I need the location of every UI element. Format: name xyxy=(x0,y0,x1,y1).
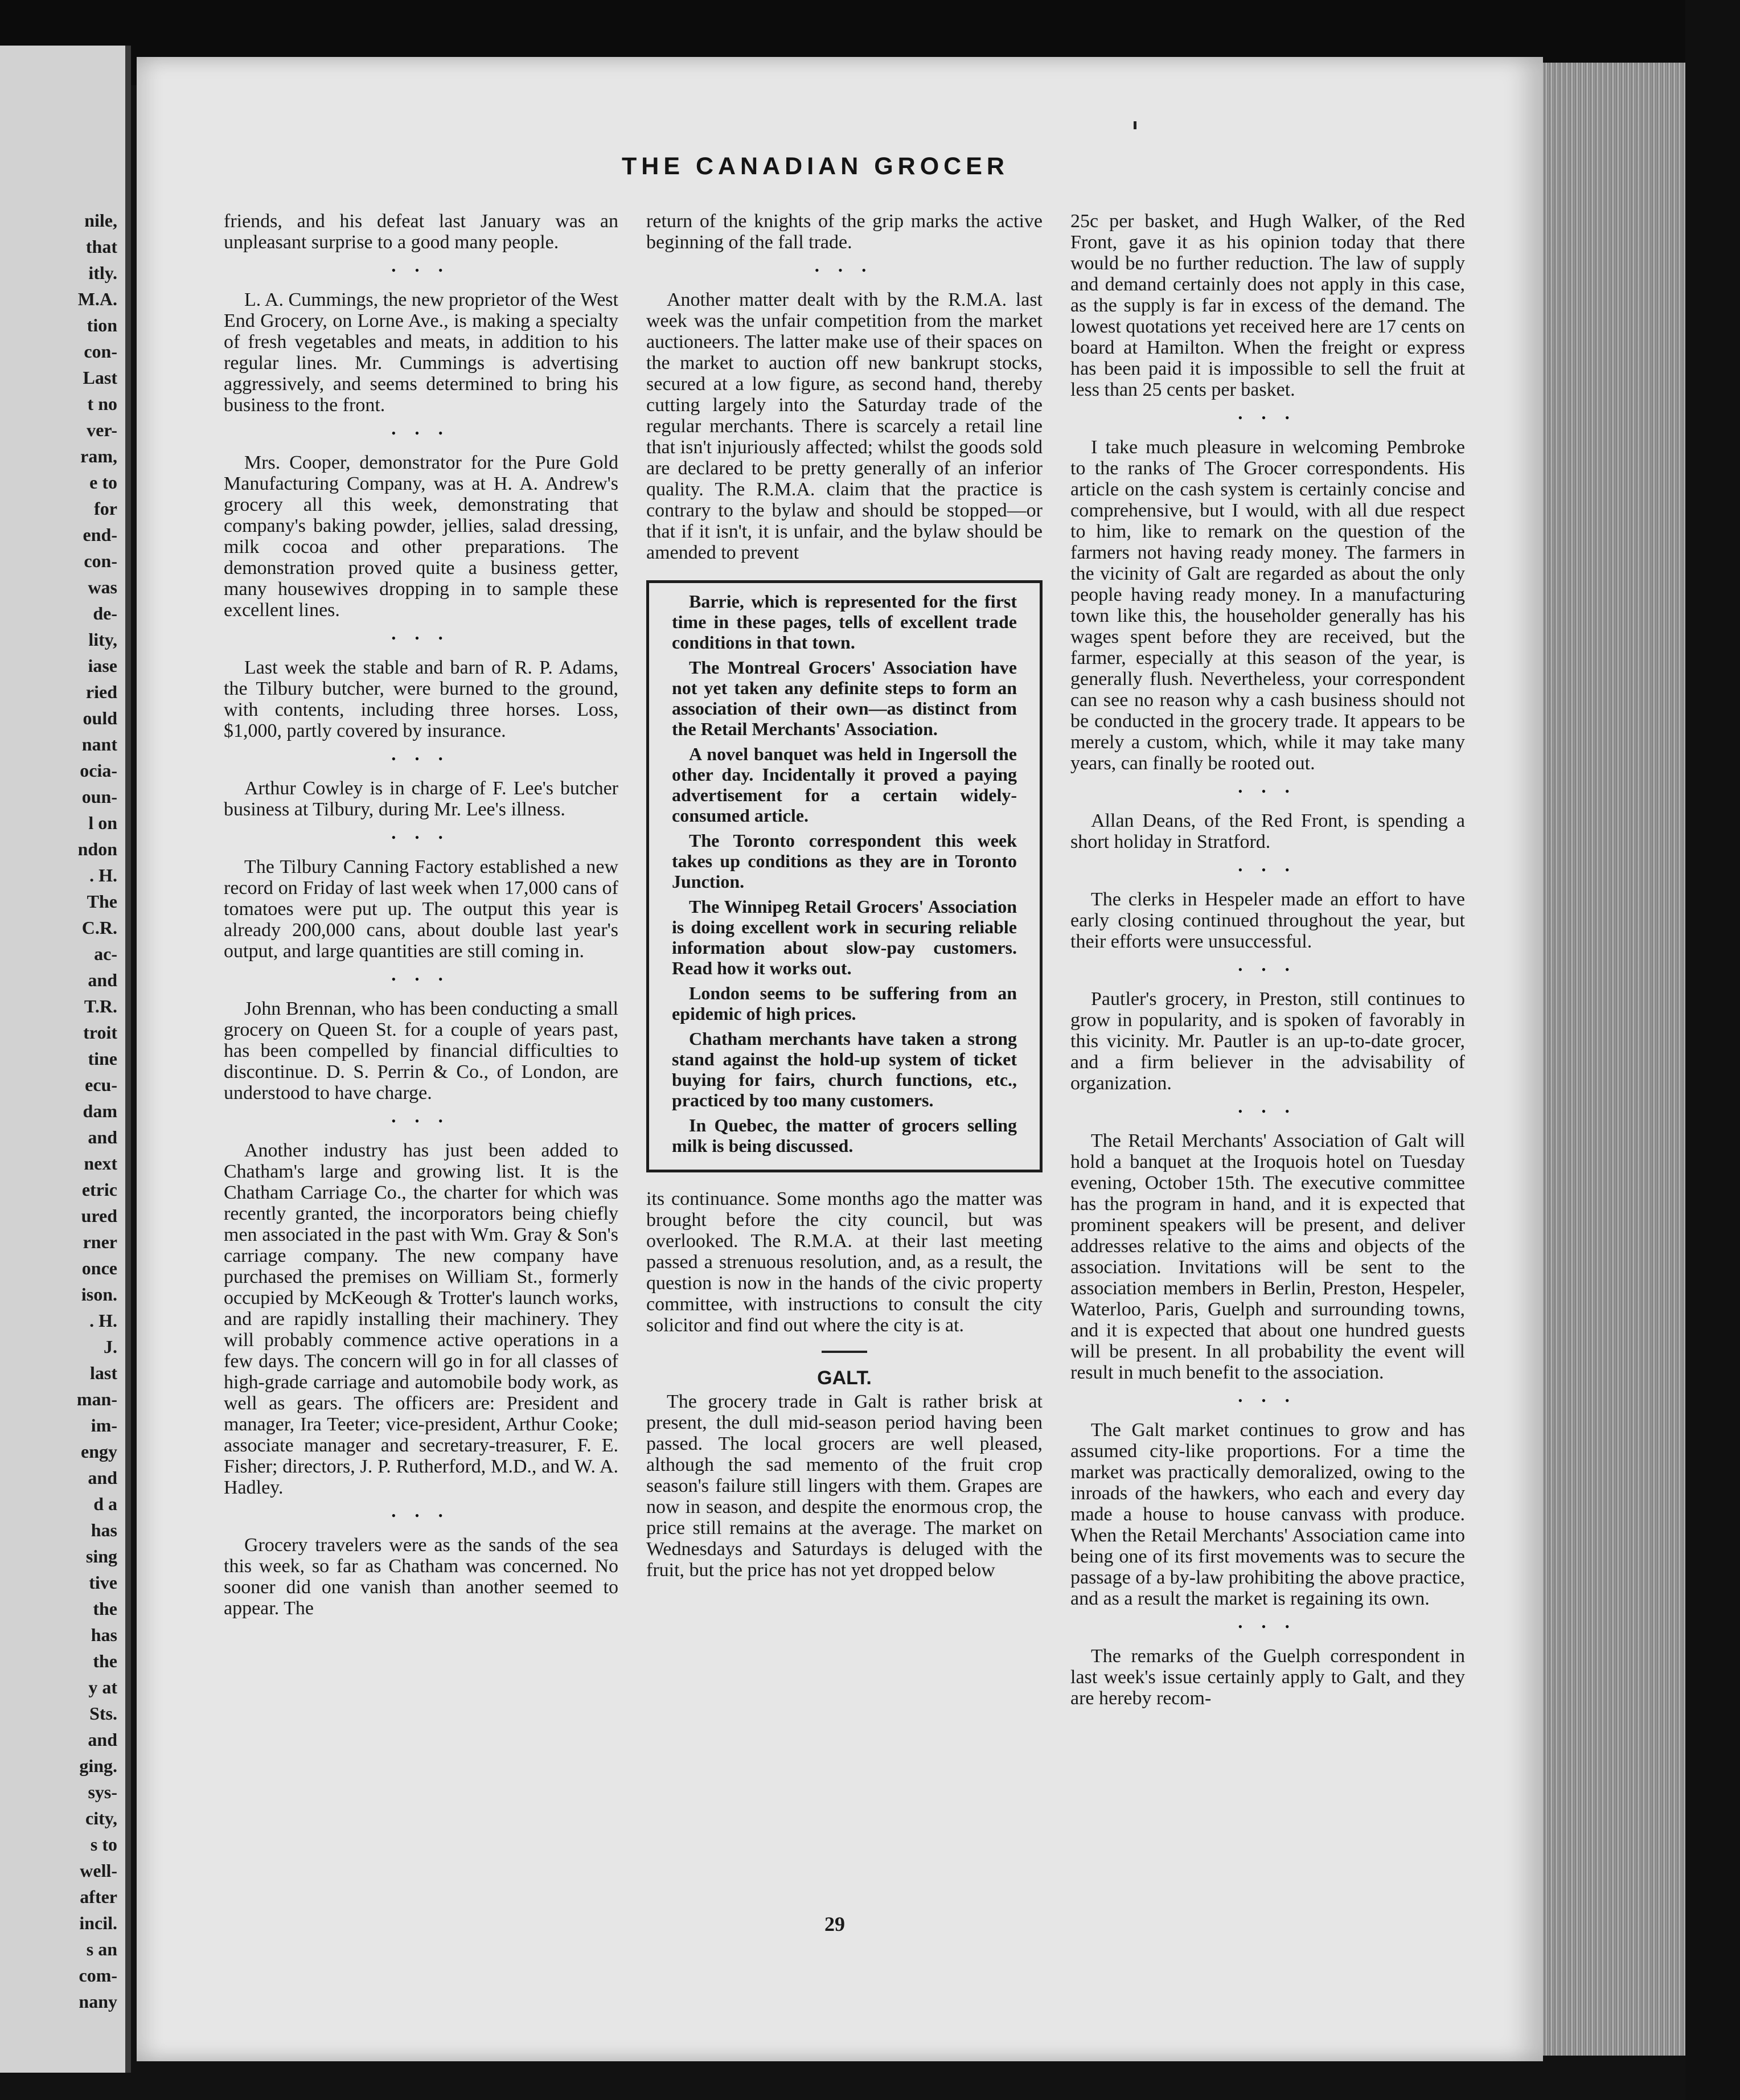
highlights-box xyxy=(646,580,1043,1172)
article-paragraph: The remarks of the Guelph correspondent in last week's issue certainly apply to Galt, and they are hereby recom- xyxy=(1070,1646,1465,1709)
facing-page-text-fragment: l on xyxy=(88,813,117,833)
highlight-item: The Montreal Grocers' Association have not yet taken any definite steps to form an association of their own—as distinct from the Retail Merchants' Association. xyxy=(672,657,1017,739)
facing-page-text-fragment: ndon xyxy=(77,839,117,859)
facing-page-text-fragment: C.R. xyxy=(81,917,117,938)
article-paragraph: Another industry has just been added to Chatham's large and growing list. It is the Chatham Carriage Co., the charter for which was recently granted, the incorporators being chiefly men associated in the past with Wm. Gray & Son's carriage company. The new company have purchased the premises on William St., formerly occupied by McKeough & Trotter's launch works, and are rapidly installing their machinery. They will probably commence active operations in a few days. The concern will go in for all classes of high-grade carriage and automobile body work, as well as gears. The officers are: President and manager, Ira Teeter; vice-president, Arthur Cooke; associate manager and secretary-treasurer, F. E. Fisher; directors, J. P. Rutherford, M.D., and W. A. Hadley. xyxy=(224,1140,618,1498)
article-paragraph: The clerks in Hespeler made an effort to have early closing continued throughout the year, but their efforts were unsuccessful. xyxy=(1070,889,1465,952)
facing-page-text-fragment: city, xyxy=(85,1808,117,1828)
facing-page-text-fragment: Last xyxy=(83,367,117,388)
article-paragraph: The Galt market continues to grow and has assumed city-like proportions. For a time the market was practically demoralized, owing to the inroads of the hawkers, who each and every day made a house to house canvass with produce. When the Retail Merchants' Association came into being one of its first movements was to secure the passage of a by-law prohibiting the above practice, and as a result the market is regaining its own. xyxy=(1070,1420,1465,1609)
ornament-separator: • • • xyxy=(391,263,451,277)
section-divider xyxy=(822,1351,867,1353)
facing-page-text-fragment: has xyxy=(91,1625,117,1645)
highlight-item: London seems to be suffering from an epidemic of high prices. xyxy=(672,983,1017,1024)
column-left xyxy=(224,211,618,1625)
article-paragraph: Pautler's grocery, in Preston, still continues to grow in popularity, and is spoken of favorably in this vicinity. Mr. Pautler is an up-to-date grocer, and a firm believer in the advisability of organization. xyxy=(1070,989,1465,1094)
facing-page-text-fragment: end- xyxy=(83,524,117,545)
facing-page-text-fragment: the xyxy=(93,1651,117,1671)
facing-page-text-fragment: oun- xyxy=(81,786,117,807)
highlight-item: A novel banquet was held in Ingersoll the other day. Incidentally it proved a paying advertisement for a certain widely-consumed article. xyxy=(672,744,1017,826)
ornament-separator: • • • xyxy=(391,1508,451,1523)
facing-page-text-fragment: s to xyxy=(90,1834,117,1855)
facing-page-text-fragment: y at xyxy=(88,1677,117,1697)
facing-page-text-fragment: rner xyxy=(83,1232,117,1252)
facing-page-text-fragment: that xyxy=(85,236,117,257)
highlight-item: The Toronto correspondent this week takes up conditions as they are in Toronto Junction. xyxy=(672,830,1017,892)
facing-page-text-fragment: and xyxy=(88,970,117,990)
ornament-separator: • • • xyxy=(391,631,451,645)
page-header-title: THE CANADIAN GROCER xyxy=(622,153,1009,180)
facing-page-text-fragment: last xyxy=(90,1363,117,1383)
facing-page-text-fragment: T.R. xyxy=(84,996,117,1016)
article-paragraph: Allan Deans, of the Red Front, is spending a short holiday in Stratford. xyxy=(1070,810,1465,852)
facing-page-text-fragment: Sts. xyxy=(89,1703,117,1724)
ornament-separator: • • • xyxy=(1238,784,1298,798)
ornament-separator: • • • xyxy=(391,830,451,844)
facing-page-text-fragment: sing xyxy=(85,1546,117,1566)
facing-page-text-fragment: s an xyxy=(86,1939,117,1959)
facing-page-text-fragment: M.A. xyxy=(77,289,117,309)
ornament-separator: • • • xyxy=(1238,1393,1298,1408)
article-paragraph: I take much pleasure in welcoming Pembroke to the ranks of The Grocer correspondents. His article on the cash system is certainly concise and comprehensive, but I would, with all due respect to him, like to remark on the question of the farmers not having ready money. The farmers in the vicinity of Galt are regarded as about the only people having ready money. In a manufacturing town like this, the householder generally has his wages spent before they are received, but the farmer, especially at this season of the year, is generally flush. Nevertheless, your correspondent can see no reason why a cash business should not be conducted in the grocery trade. It appears to be merely a custom, which, while it may take many years, can finally be rooted out. xyxy=(1070,437,1465,774)
facing-page-text-fragment: man- xyxy=(76,1389,117,1409)
ornament-separator: • • • xyxy=(391,426,451,440)
facing-page-text-fragment: dam xyxy=(83,1101,117,1121)
ornament-separator: • • • xyxy=(1238,863,1298,877)
facing-page-text-fragment: and xyxy=(88,1127,117,1147)
facing-page-text-fragment: has xyxy=(91,1520,117,1540)
facing-page-text-fragment: for xyxy=(94,498,117,519)
facing-page-text-fragment: after xyxy=(80,1886,117,1907)
facing-page-text-fragment: well- xyxy=(80,1860,117,1881)
facing-page-text-fragment: im- xyxy=(91,1415,117,1435)
ornament-separator: • • • xyxy=(1238,411,1298,425)
column-right xyxy=(1070,211,1465,1715)
book-page-edges xyxy=(1543,63,1685,2056)
facing-page-text-fragment: ured xyxy=(81,1205,117,1226)
highlight-item: Barrie, which is represented for the first time in these pages, tells of excellent trade conditions in that town. xyxy=(672,591,1017,653)
facing-page-text-fragment: . H. xyxy=(89,865,117,885)
article-paragraph: The Retail Merchants' Association of Galt will hold a banquet at the Iroquois hotel on Tuesday evening, October 15th. The executive committee has the program in hand, and it is expected that prominent speakers will be present, and deliver addresses relative to the aims and objects of the association. Invitations will be sent to the association members in Berlin, Preston, Hespeler, Waterloo, Paris, Guelph and surrounding towns, and it is expected that about one hundred guests will be present. In all probability the event will result in much benefit to the association. xyxy=(1070,1130,1465,1383)
ornament-separator: • • • xyxy=(1238,1619,1298,1634)
article-paragraph: The Tilbury Canning Factory established a new record on Friday of last week when 17,000 cans of tomatoes were put up. The output this year is already 200,000 cans, about double last year's output, and large quantities are still coming in. xyxy=(224,856,618,962)
facing-page-text-fragment: etric xyxy=(81,1179,117,1200)
facing-page-fragment xyxy=(0,46,131,2073)
facing-page-text-fragment: and xyxy=(88,1729,117,1750)
facing-page-text-fragment: and xyxy=(88,1467,117,1488)
facing-page-text-fragment: con- xyxy=(84,551,117,571)
facing-page-text-fragment: The xyxy=(87,891,117,912)
column-middle xyxy=(646,211,1043,1586)
page-number: 29 xyxy=(824,1913,845,1935)
facing-page-text-fragment: tion xyxy=(87,315,117,335)
facing-page-text-fragment: was xyxy=(88,577,117,597)
facing-page-text-fragment: ocia- xyxy=(80,760,117,781)
article-paragraph: Another matter dealt with by the R.M.A. last week was the unfair competition from the market auctioneers. The latter make use of their spaces on the market to auction off new bankrupt stocks, secured at a low figure, as second hand, thereby cutting largely into the Saturday trade of the regular merchants. There is scarcely a retail line that isn't injuriously affected; whilst the goods sold are declared to be pretty generally of an inferior quality. The R.M.A. claim that the practice is contrary to the bylaw and should be stopped—or that if it isn't, it is unfair, and the bylaw should be amended to prevent xyxy=(646,289,1043,563)
article-paragraph: return of the knights of the grip marks the active beginning of the fall trade. xyxy=(646,211,1043,253)
facing-page-text-fragment: ging. xyxy=(79,1756,117,1776)
facing-page-text-fragment: d a xyxy=(93,1494,117,1514)
highlight-item: Chatham merchants have taken a strong stand against the hold-up system of ticket buying for fairs, church functions, etc., practiced by too many customers. xyxy=(672,1028,1017,1110)
ornament-separator: • • • xyxy=(1238,962,1298,977)
ornament-separator: • • • xyxy=(1238,1104,1298,1118)
facing-page-text-fragment: e to xyxy=(89,472,117,493)
print-mark xyxy=(1134,121,1136,129)
ornament-separator: • • • xyxy=(391,752,451,766)
ornament-separator: • • • xyxy=(391,1114,451,1128)
article-paragraph: The grocery trade in Galt is rather brisk at present, the dull mid-season period having been passed. The local grocers are well pleased, although the sad memento of the fruit crop season's failure still lingers with them. Grapes are now in season, and despite the enormous crop, the price still remains at the average. The market on Wednesdays and Saturdays is deluged with the fruit, but the price has not yet dropped below xyxy=(646,1391,1043,1581)
facing-page-text-fragment: tine xyxy=(88,1048,117,1069)
article-paragraph: Mrs. Cooper, demonstrator for the Pure Gold Manufacturing Company, was at H. A. Andrew's grocery all this week, demonstrating that company's baking powder, jellies, salad dressing, milk cocoa and other preparations. The demonstration proved quite a business getter, many housewives dropping in to sample these excellent lines. xyxy=(224,452,618,621)
facing-page-text-fragment: nant xyxy=(81,734,117,754)
ornament-separator: • • • xyxy=(391,972,451,986)
facing-page-text-fragment: ried xyxy=(85,682,117,702)
facing-page-text-fragment: next xyxy=(84,1153,117,1174)
facing-page-text-fragment: once xyxy=(81,1258,117,1278)
section-heading-galt: GALT. xyxy=(817,1367,872,1389)
facing-page-text-fragment: sys- xyxy=(88,1782,117,1802)
facing-page-text-fragment: nany xyxy=(79,1991,117,2012)
article-paragraph: friends, and his defeat last January was an unpleasant surprise to a good many people. xyxy=(224,211,618,253)
facing-page-text-fragment: de- xyxy=(93,603,117,624)
article-paragraph: its continuance. Some months ago the matter was brought before the city council, but was overlooked. The R.M.A. at their last meeting passed a strenuous resolution, and, as a result, the question is now in the hands of the civic property committee, with instructions to consult the city solicitor and find out where the city is at. xyxy=(646,1188,1043,1336)
article-paragraph: Last week the stable and barn of R. P. Adams, the Tilbury butcher, were burned to the ground, with contents, including three horses. Loss, $1,000, partly covered by insurance. xyxy=(224,657,618,741)
highlight-item: The Winnipeg Retail Grocers' Association is doing excellent work in securing reliable information about slow-pay customers. Read how it works out. xyxy=(672,896,1017,978)
facing-page-text-fragment: J. xyxy=(104,1336,117,1357)
facing-page-text-fragment: itly. xyxy=(88,262,117,283)
article-paragraph: 25c per basket, and Hugh Walker, of the Red Front, gave it as his opinion today that there would be no further reduction. The law of supply and demand certainly does not apply in this case, as the supply is far in excess of the demand. The lowest quotations yet received here are 17 cents on board at Hamilton. When the freight or express has been paid it is impossible to sell the fruit at less than 25 cents per basket. xyxy=(1070,211,1465,400)
facing-page-text-fragment: com- xyxy=(79,1965,117,1986)
highlight-item: In Quebec, the matter of grocers selling milk is being discussed. xyxy=(672,1115,1017,1156)
facing-page-text-fragment: engy xyxy=(81,1441,117,1462)
facing-page-text-fragment: . H. xyxy=(89,1310,117,1331)
facing-page-text-fragment: ver- xyxy=(87,420,117,440)
facing-page-text-fragment: nile, xyxy=(84,210,117,231)
article-paragraph: John Brennan, who has been conducting a small grocery on Queen St. for a couple of years past, has been compelled by financial difficulties to discontinue. D. S. Perrin & Co., of London, are understood to have charge. xyxy=(224,998,618,1104)
facing-page-text-fragment: con- xyxy=(84,341,117,362)
facing-page-text-fragment: t no xyxy=(87,393,117,414)
scan-border-right xyxy=(1685,0,1740,2100)
facing-page-text-fragment: ac- xyxy=(94,944,117,964)
facing-page-text-fragment: troit xyxy=(83,1022,117,1043)
facing-page-text-fragment: ison. xyxy=(81,1284,117,1305)
facing-page-text-fragment: lity, xyxy=(88,629,117,650)
facing-page-text-fragment: ram, xyxy=(80,446,117,466)
ornament-separator: • • • xyxy=(814,263,875,277)
article-paragraph: Arthur Cowley is in charge of F. Lee's butcher business at Tilbury, during Mr. Lee's illness. xyxy=(224,778,618,820)
facing-page-text-fragment: ecu- xyxy=(85,1074,117,1095)
facing-page-text-fragment: the xyxy=(93,1598,117,1619)
facing-page-text-fragment: iase xyxy=(88,655,117,676)
facing-page-text-fragment: ould xyxy=(83,708,117,728)
article-paragraph: Grocery travelers were as the sands of the sea this week, so far as Chatham was concerned. No sooner did one vanish than another seemed to appear. The xyxy=(224,1535,618,1619)
article-paragraph: L. A. Cummings, the new proprietor of the West End Grocery, on Lorne Ave., is making a specialty of fresh vegetables and meats, in addition to his regular lines. Mr. Cummings is advertising aggressively, and seems determined to bring his business to the front. xyxy=(224,289,618,416)
facing-page-text-fragment: incil. xyxy=(79,1913,117,1933)
facing-page-text-fragment: tive xyxy=(89,1572,117,1593)
